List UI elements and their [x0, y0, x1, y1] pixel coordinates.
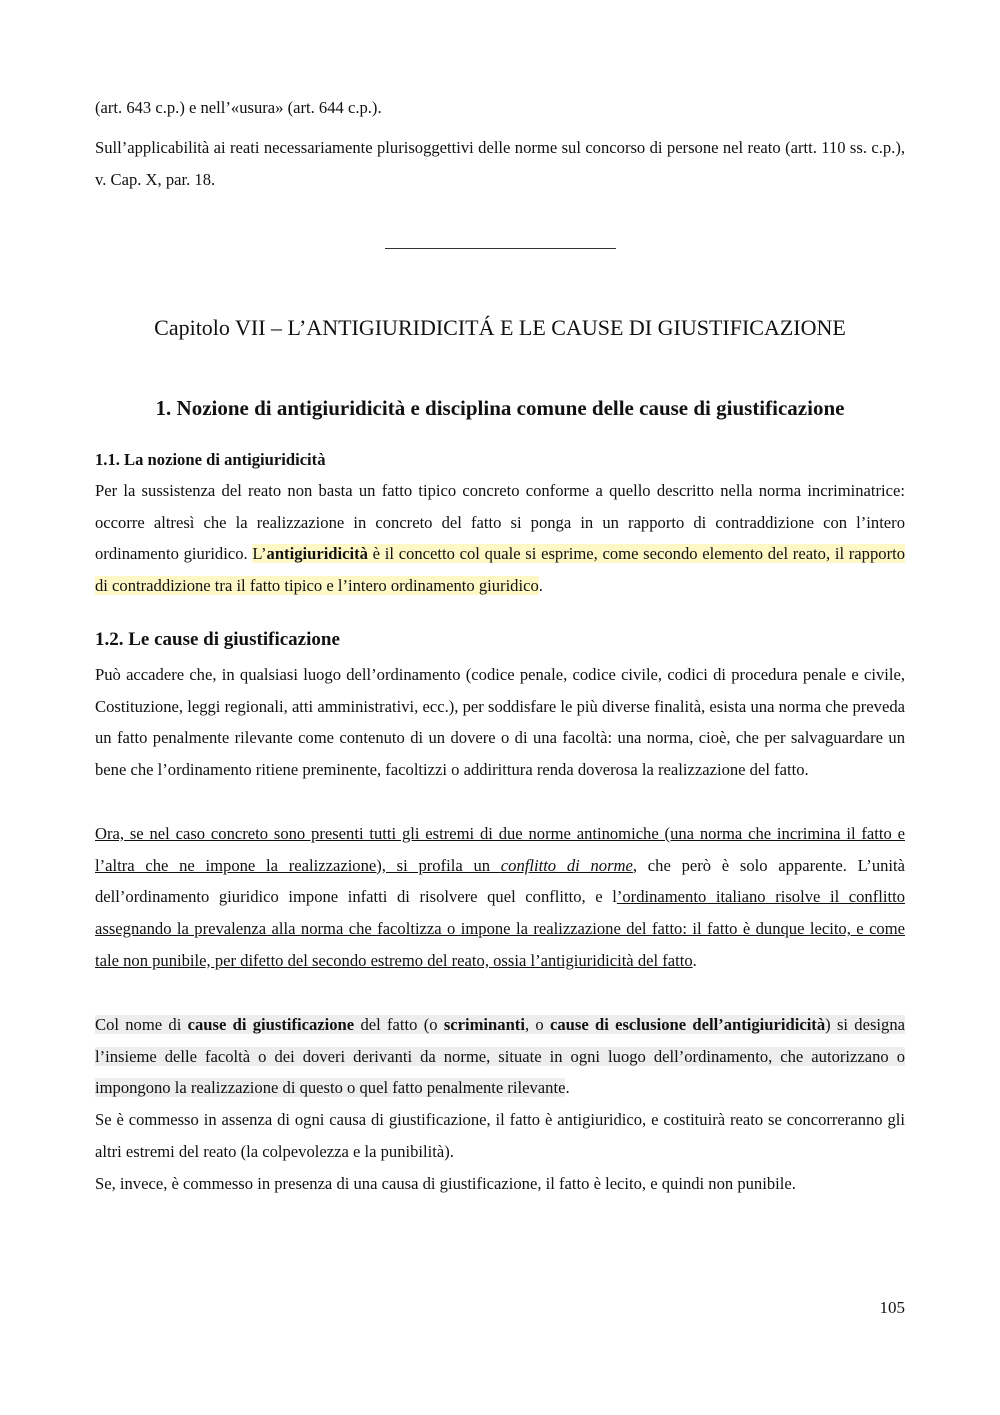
- paragraph-conflitto: [95, 818, 905, 977]
- subsection-1-2-title: 1.2. Le cause di giustificazione: [95, 629, 340, 650]
- highlight-rest: è il concetto col quale si esprime, come secondo elemento del reato, il rapporto di contraddizione tra il fatto tipico e l’intero ordinamento giuridico: [95, 544, 905, 596]
- paragraph-concorso: Sull’applicabilità ai reati necessariamente plurisoggettivi delle norme sul concorso di persone nel reato (artt. 110 ss. c.p.), v. Cap. X, par. 18.: [95, 138, 905, 189]
- text-e: ) si designa l’insieme delle facoltà o dei doveri derivanti da norme, situate in ogni luogo dell’ordinamento, che autorizzano o impongono la realizzazione di questo o quel fatto penalmente rilevante: [95, 1015, 905, 1098]
- text-a: Col nome di: [95, 1015, 188, 1034]
- term-antigiuridicita: antigiuridicità: [266, 544, 368, 564]
- term-cause-esclusione: cause di esclusione dell’antigiuridicità: [549, 1015, 826, 1034]
- nozione-text: Per la sussistenza del reato non basta un fatto tipico concreto conforme a quello descritto nella norma incriminatrice: occorre altresì che la realizzazione in concreto del fatto si ponga in un rapporto di contraddizione con l’intero ordinamento giuridico.: [95, 481, 905, 564]
- period: .: [565, 1078, 570, 1098]
- highlight-prefix: L’: [252, 544, 267, 564]
- text-d: , o: [524, 1015, 550, 1034]
- underlined-text-2: ’ordinamento italiano risolve il conflitto assegnando la prevalenza alla norma che facoltizza o impone la realizzazione del fatto: il fatto è dunque lecito, e come tale non punibile, per difetto del secondo estremo del reato, ossia l’antigiuridicità del fatto: [95, 887, 905, 970]
- highlight-grey: [95, 1015, 905, 1097]
- page-number: 105: [879, 1298, 905, 1317]
- term-cause-di-giustificazione: cause di giustificazione: [187, 1015, 355, 1034]
- text-line-art643: (art. 643 c.p.) e nell’«usura» (art. 644 c.p.).: [95, 98, 382, 117]
- underlined-text-1a: Ora, se nel caso concreto sono presenti tutti gli estremi di due norme antinomiche (una norma che incrimina il fatto e l’altra che ne impone la realizzazione), si profila un: [95, 824, 905, 875]
- separator-rule: [385, 248, 616, 249]
- paragraph-assenza: Se è commesso in assenza di ogni causa di giustificazione, il fatto è antigiuridico, e costituirà reato se concorreranno gli altri estremi del reato (la colpevolezza e la punibilità).: [95, 1110, 905, 1161]
- chapter-title: Capitolo VII – L’ANTIGIURIDICITÁ E LE CAUSE DI GIUSTIFICAZIONE: [154, 315, 846, 340]
- term-scriminanti: scriminanti: [443, 1015, 525, 1034]
- section-1-title: 1. Nozione di antigiuridicità e disciplina comune delle cause di giustificazione: [155, 396, 845, 420]
- plain-text: che però è solo apparente. L’unità dell’ordinamento giuridico impone infatti di risolvere quel conflitto, e l: [95, 855, 905, 907]
- paragraph-cause-giustificazione: [95, 1009, 905, 1104]
- term-conflitto-di-norme: conflitto di norme: [500, 855, 633, 875]
- paragraph-presenza: Se, invece, è commesso in presenza di una causa di giustificazione, il fatto è lecito, e quindi non punibile.: [95, 1174, 796, 1193]
- subsection-1-1-title: 1.1. La nozione di antigiuridicità: [95, 450, 326, 469]
- period: .: [538, 576, 543, 596]
- paragraph-ordinamento: Può accadere che, in qualsiasi luogo dell’ordinamento (codice penale, codice civile, codici di procedura penale e civile, Costituzione, leggi regionali, atti amministrativi, ecc.), per soddisfare le più diverse finalità, esista una norma che preveda un fatto penalmente rilevante come contenuto di un dovere o di una facoltà: una norma, cioè, che per salvaguardare un bene che l’ordinamento ritiene preminente, facoltizzi o addirittura renda doverosa la realizzazione del fatto.: [95, 665, 905, 780]
- paragraph-nozione: [95, 475, 905, 602]
- text-c: del fatto (o: [354, 1015, 444, 1034]
- underlined-comma: ,: [632, 855, 638, 875]
- period: .: [692, 950, 697, 970]
